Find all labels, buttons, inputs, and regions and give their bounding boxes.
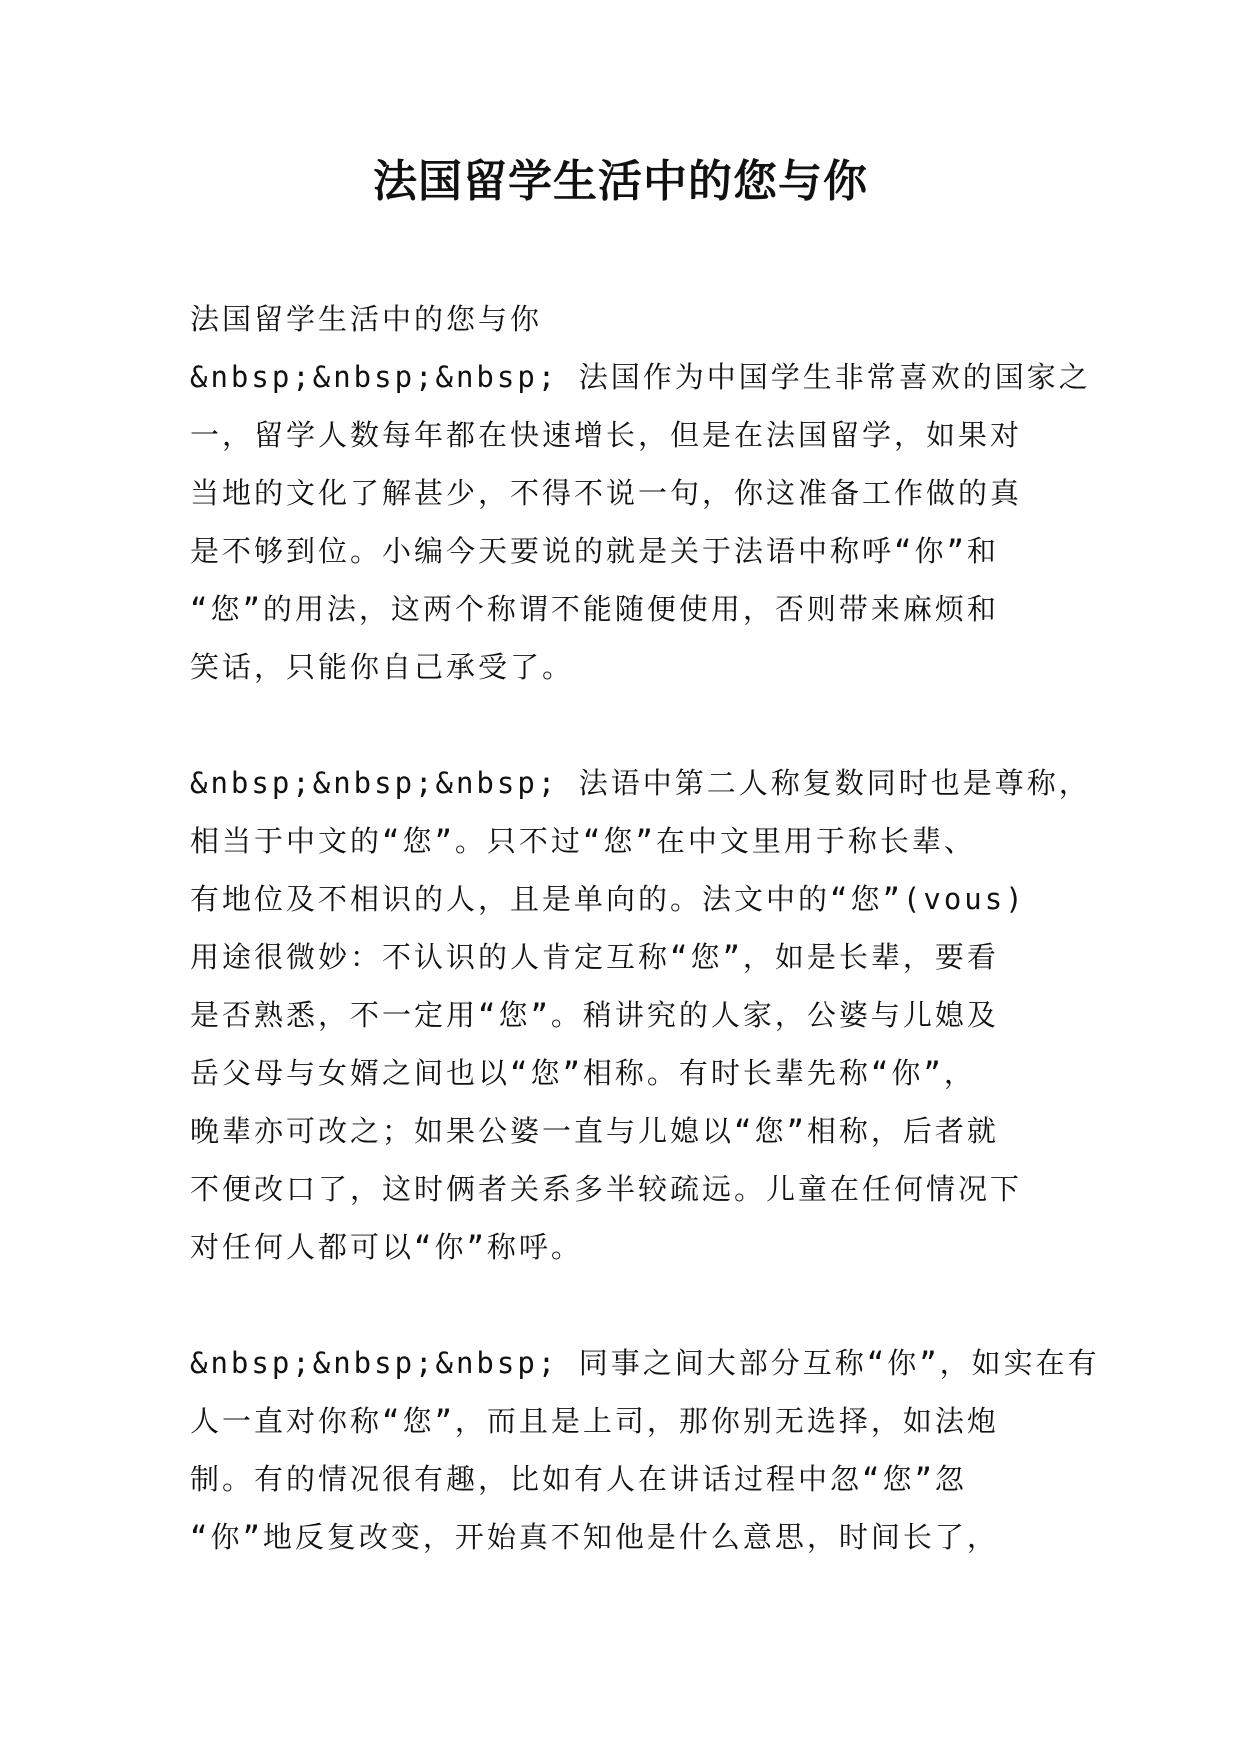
text-line: &nbsp;&nbsp;&nbsp; 法国作为中国学生非常喜欢的国家之 [190,360,1091,394]
text-line: 相当于中文的“您”。只不过“您”在中文里用于称长辈、 [190,824,976,858]
text-line: 有地位及不相识的人，且是单向的。法文中的“您”(vous) [190,882,1026,916]
text-line: 对任何人都可以“你”称呼。 [190,1230,583,1264]
document-subtitle: 法国留学生活中的您与你 [190,302,543,336]
paragraph-gap [190,1276,1070,1334]
text-line: 是否熟悉，不一定用“您”。稍讲究的人家，公婆与儿媳及 [190,998,999,1032]
text-line: “您”的用法，这两个称谓不能随便使用，否则带来麻烦和 [190,592,999,626]
text-line: 人一直对你称“您”，而且是上司，那你别无选择，如法炮 [190,1404,999,1438]
text-line: “你”地反复改变，开始真不知他是什么意思，时间长了， [190,1520,999,1554]
text-line: 不便改口了，这时俩者关系多半较疏远。儿童在任何情况下 [190,1172,1023,1206]
paragraph-1 [190,348,1091,696]
text-line: 一，留学人数每年都在快速增长，但是在法国留学，如果对 [190,418,1023,452]
paragraph-gap [190,696,1070,754]
text-line: 岳父母与女婿之间也以“您”相称。有时长辈先称“你”， [190,1056,976,1090]
paragraph-3 [190,1334,1100,1566]
text-line: 当地的文化了解甚少，不得不说一句，你这准备工作做的真 [190,476,1023,510]
text-line: 是不够到位。小编今天要说的就是关于法语中称呼“你”和 [190,534,999,568]
text-line: 晚辈亦可改之；如果公婆一直与儿媳以“您”相称，后者就 [190,1114,999,1148]
text-line: 制。有的情况很有趣，比如有人在讲话过程中忽“您”忽 [190,1462,967,1496]
text-line: &nbsp;&nbsp;&nbsp; 法语中第二人称复数同时也是尊称， [190,766,1091,800]
text-line: 用途很微妙：不认识的人肯定互称“您”，如是长辈，要看 [190,940,999,974]
document-body [190,290,1100,1566]
paragraph-2 [190,754,1091,1276]
text-line: 笑话，只能你自己承受了。 [190,650,575,684]
document-title: 法国留学生活中的您与你 [373,156,868,207]
text-line: &nbsp;&nbsp;&nbsp; 同事之间大部分互称“你”，如实在有 [190,1346,1100,1380]
